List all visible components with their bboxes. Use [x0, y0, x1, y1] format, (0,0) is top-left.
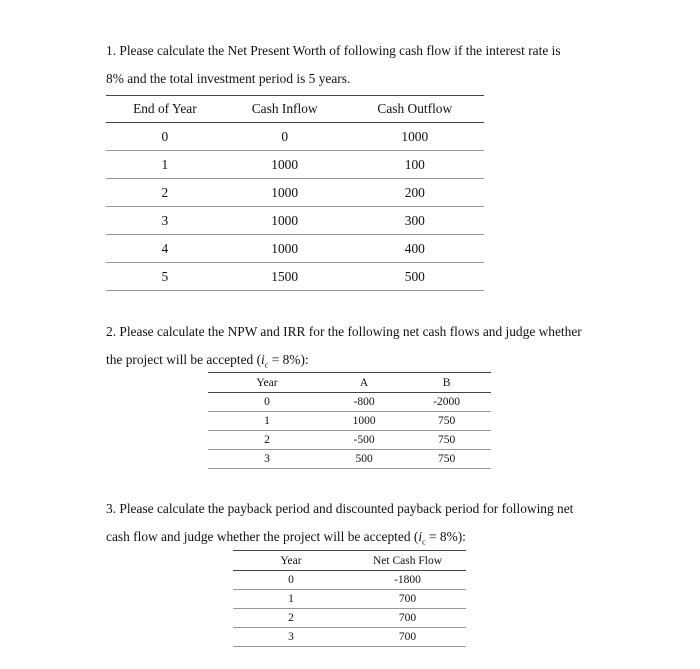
question-2-table	[208, 372, 491, 469]
cell: 0	[208, 393, 326, 412]
cell: 1	[233, 590, 349, 609]
cell: 400	[346, 235, 484, 263]
cell: 4	[106, 235, 224, 263]
cell: 500	[326, 450, 402, 469]
cell: 1000	[224, 179, 346, 207]
cell: 3	[106, 207, 224, 235]
cell: 1	[106, 151, 224, 179]
cell: 2	[233, 609, 349, 628]
cell: 2	[208, 431, 326, 450]
question-3-text	[106, 495, 573, 557]
question-3-table	[233, 550, 466, 647]
question-2-text	[106, 318, 582, 380]
question-2-line-2: the project will be accepted $(i_c = 8\%)$:	[106, 352, 309, 370]
question-1-line-2: 8% and the total investment period is 5 years.	[106, 71, 351, 86]
table-row	[208, 393, 491, 412]
cell: 5	[106, 263, 224, 291]
cell: 1000	[346, 123, 484, 151]
cell: 1	[208, 412, 326, 431]
cell: 1000	[224, 207, 346, 235]
cell: -800	[326, 393, 402, 412]
cell: -500	[326, 431, 402, 450]
question-1-text	[106, 37, 561, 93]
cell: 2	[106, 179, 224, 207]
table-row	[208, 431, 491, 450]
header-cash-inflow: Cash Inflow	[224, 96, 346, 123]
table-row	[106, 151, 484, 179]
question-3-line-1: 3. Please calculate the payback period and discounted payback period for following net	[106, 501, 574, 516]
cell: 750	[402, 412, 491, 431]
table-row	[106, 179, 484, 207]
cell: 0	[233, 571, 349, 590]
table-header-row	[106, 96, 484, 123]
cell: 3	[233, 628, 349, 647]
cell: 700	[349, 628, 466, 647]
cell: 1000	[224, 151, 346, 179]
table-row	[233, 590, 466, 609]
table-row	[233, 628, 466, 647]
cell: 750	[402, 431, 491, 450]
cell: 500	[346, 263, 484, 291]
table-row	[208, 412, 491, 431]
header-cash-outflow: Cash Outflow	[346, 96, 484, 123]
header-year: Year	[208, 373, 326, 393]
table-header-row	[233, 551, 466, 571]
cell: 1000	[326, 412, 402, 431]
table-header-row	[208, 373, 491, 393]
header-end-of-year: End of Year	[106, 96, 224, 123]
table-row	[208, 450, 491, 469]
cell: 1000	[224, 235, 346, 263]
cell: 3	[208, 450, 326, 469]
cell: 300	[346, 207, 484, 235]
cell: 1500	[224, 263, 346, 291]
question-1-table	[106, 95, 484, 291]
table-row	[233, 571, 466, 590]
cell: 700	[349, 609, 466, 628]
cell: 200	[346, 179, 484, 207]
table-row	[106, 123, 484, 151]
table-row	[106, 263, 484, 291]
table-row	[106, 235, 484, 263]
table-row	[106, 207, 484, 235]
question-1-line-1: 1. Please calculate the Net Present Worth of following cash flow if the interest rate is	[106, 43, 561, 58]
cell: 100	[346, 151, 484, 179]
cell: -2000	[402, 393, 491, 412]
header-b: B	[402, 373, 491, 393]
cell: 700	[349, 590, 466, 609]
cell: 0	[106, 123, 224, 151]
header-a: A	[326, 373, 402, 393]
cell: 750	[402, 450, 491, 469]
header-year: Year	[233, 551, 349, 571]
question-2-line-1: 2. Please calculate the NPW and IRR for the following net cash flows and judge whether	[106, 324, 582, 339]
table-row	[233, 609, 466, 628]
question-3-line-2: cash flow and judge whether the project will be accepted $(i_c = 8\%)$:	[106, 529, 466, 547]
cell: -1800	[349, 571, 466, 590]
cell: 0	[224, 123, 346, 151]
header-net-cash-flow: Net Cash Flow	[349, 551, 466, 571]
